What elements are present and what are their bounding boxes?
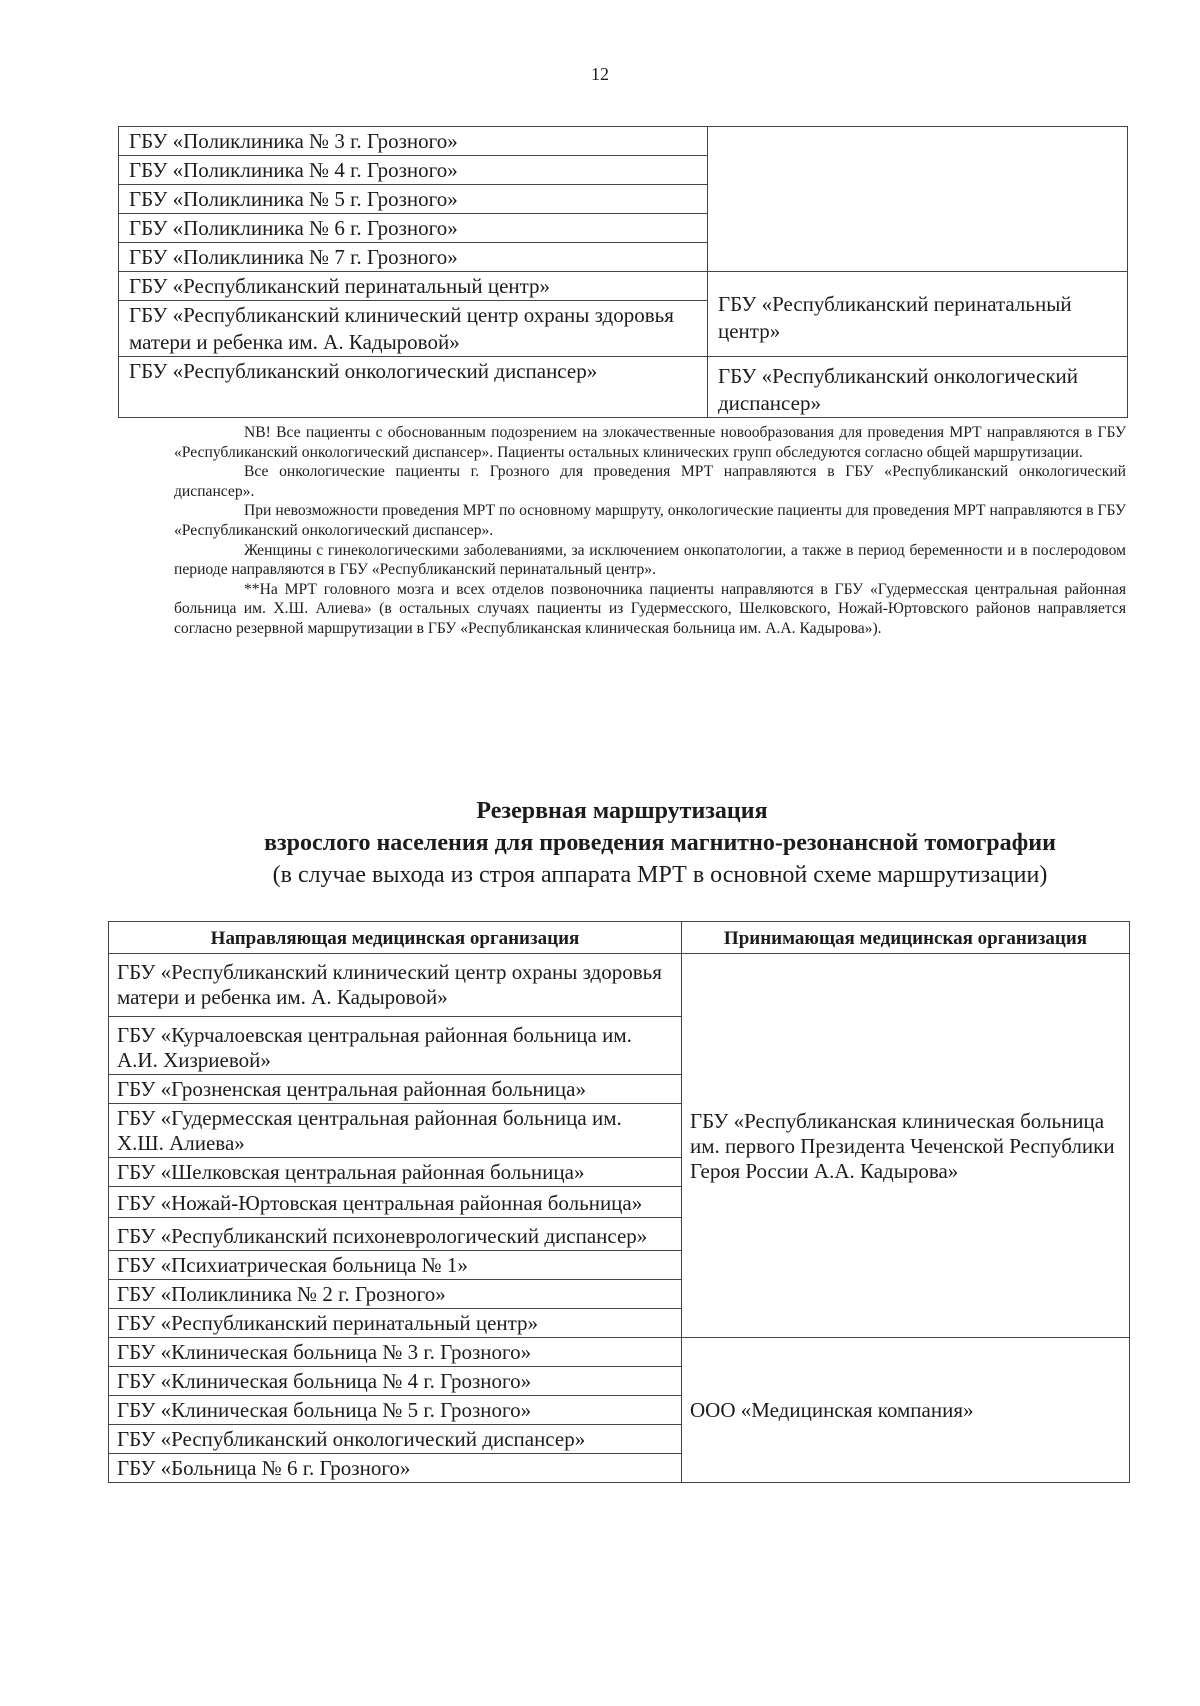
sending-org-cell: ГБУ «Республиканский психоневрологический диспансер» bbox=[109, 1218, 682, 1251]
sending-org-cell: ГБУ «Республиканский клинический центр охраны здоровья матери и ребенка им. А. Кадыровой» bbox=[109, 954, 682, 1017]
sending-org-cell: ГБУ «Поликлиника № 7 г. Грозного» bbox=[119, 243, 708, 272]
sending-org-cell: ГБУ «Психиатрическая больница № 1» bbox=[109, 1251, 682, 1280]
section-heading bbox=[0, 795, 1200, 891]
receiving-org-cell-empty bbox=[708, 127, 1128, 272]
sending-org-cell: ГБУ «Республиканский онкологический диспансер» bbox=[109, 1425, 682, 1454]
note-paragraph: При невозможности проведения МРТ по основному маршруту, онкологические пациенты для проведения МРТ направляются в ГБУ «Республиканский онкологический диспансер». bbox=[174, 502, 1126, 539]
table-row bbox=[119, 127, 1128, 156]
reserve-routing-table bbox=[108, 921, 1130, 1483]
table-header-row bbox=[109, 922, 1130, 954]
receiving-org-cell: ООО «Медицинская компания» bbox=[682, 1338, 1130, 1483]
sending-org-cell: ГБУ «Поликлиника № 6 г. Грозного» bbox=[119, 214, 708, 243]
sending-org-cell: ГБУ «Гудермесская центральная районная больница им. Х.Ш. Алиева» bbox=[109, 1104, 682, 1158]
receiving-org-cell: ГБУ «Республиканский онкологический диспансер» bbox=[708, 357, 1128, 418]
sending-org-cell: ГБУ «Клиническая больница № 5 г. Грозного» bbox=[109, 1396, 682, 1425]
table-row bbox=[109, 954, 1130, 1017]
receiving-org-cell: ГБУ «Республиканская клиническая больница им. первого Президента Чеченской Республики Героя России А.А. Кадырова» bbox=[682, 954, 1130, 1338]
sending-org-cell: ГБУ «Шелковская центральная районная больница» bbox=[109, 1158, 682, 1187]
sending-org-cell: ГБУ «Курчалоевская центральная районная больница им. А.И. Хизриевой» bbox=[109, 1017, 682, 1075]
notes-block bbox=[174, 423, 1126, 639]
sending-org-cell: ГБУ «Больница № 6 г. Грозного» bbox=[109, 1454, 682, 1483]
sending-org-cell: ГБУ «Клиническая больница № 3 г. Грозного» bbox=[109, 1338, 682, 1367]
note-paragraph: NB! Все пациенты с обоснованным подозрением на злокачественные новообразования для проведения МРТ направляются в ГБУ «Республиканский онкологический диспансер». Пациенты остальных клинических групп обследуются согласно общей маршрутизации. bbox=[174, 424, 1126, 461]
section-subtitle: (в случае выхода из строя аппарата МРТ в основной схеме маршрутизации) bbox=[272, 862, 1048, 888]
routing-table-continued bbox=[118, 126, 1128, 418]
sending-org-cell: ГБУ «Поликлиника № 3 г. Грозного» bbox=[119, 127, 708, 156]
section-title-line2: взрослого населения для проведения магнитно-резонансной томографии bbox=[264, 830, 1056, 856]
receiving-org-cell: ГБУ «Республиканский перинатальный центр» bbox=[708, 272, 1128, 357]
page-number: 12 bbox=[591, 64, 609, 84]
table-row bbox=[119, 272, 1128, 301]
sending-org-cell: ГБУ «Республиканский онкологический диспансер» bbox=[119, 357, 708, 418]
header-receiving-org: Принимающая медицинская организация bbox=[682, 922, 1130, 954]
header-sending-org: Направляющая медицинская организация bbox=[109, 922, 682, 954]
note-paragraph: Все онкологические пациенты г. Грозного для проведения МРТ направляются в ГБУ «Республиканский онкологический диспансер». bbox=[174, 463, 1126, 500]
note-paragraph: **На МРТ головного мозга и всех отделов позвоночника пациенты направляются в ГБУ «Гудермесская центральная районная больница им. Х.Ш. Алиева» (в остальных случаях пациенты из Гудермесского, Шелковского, Ножай-Юртовского районов направляется согласно резервной маршрутизации в ГБУ «Республиканская клиническая больница им. А.А. Кадырова»). bbox=[174, 580, 1126, 637]
sending-org-cell: ГБУ «Республиканский клинический центр охраны здоровья матери и ребенка им. А. Кадыровой» bbox=[119, 301, 708, 357]
sending-org-cell: ГБУ «Поликлиника № 5 г. Грозного» bbox=[119, 185, 708, 214]
sending-org-cell: ГБУ «Поликлиника № 4 г. Грозного» bbox=[119, 156, 708, 185]
section-title: Резервная маршрутизация bbox=[476, 798, 768, 824]
sending-org-cell: ГБУ «Поликлиника № 2 г. Грозного» bbox=[109, 1280, 682, 1309]
table-row bbox=[119, 357, 1128, 418]
sending-org-cell: ГБУ «Ножай-Юртовская центральная районная больница» bbox=[109, 1187, 682, 1218]
table-row bbox=[109, 1338, 1130, 1367]
sending-org-cell: ГБУ «Грозненская центральная районная больница» bbox=[109, 1075, 682, 1104]
note-paragraph: Женщины с гинекологическими заболеваниями, за исключением онкопатологии, а также в период беременности и в послеродовом периоде направляются в ГБУ «Республиканский перинатальный центр». bbox=[174, 541, 1126, 579]
sending-org-cell: ГБУ «Республиканский перинатальный центр» bbox=[109, 1309, 682, 1338]
sending-org-cell: ГБУ «Клиническая больница № 4 г. Грозного» bbox=[109, 1367, 682, 1396]
sending-org-cell: ГБУ «Республиканский перинатальный центр» bbox=[119, 272, 708, 301]
